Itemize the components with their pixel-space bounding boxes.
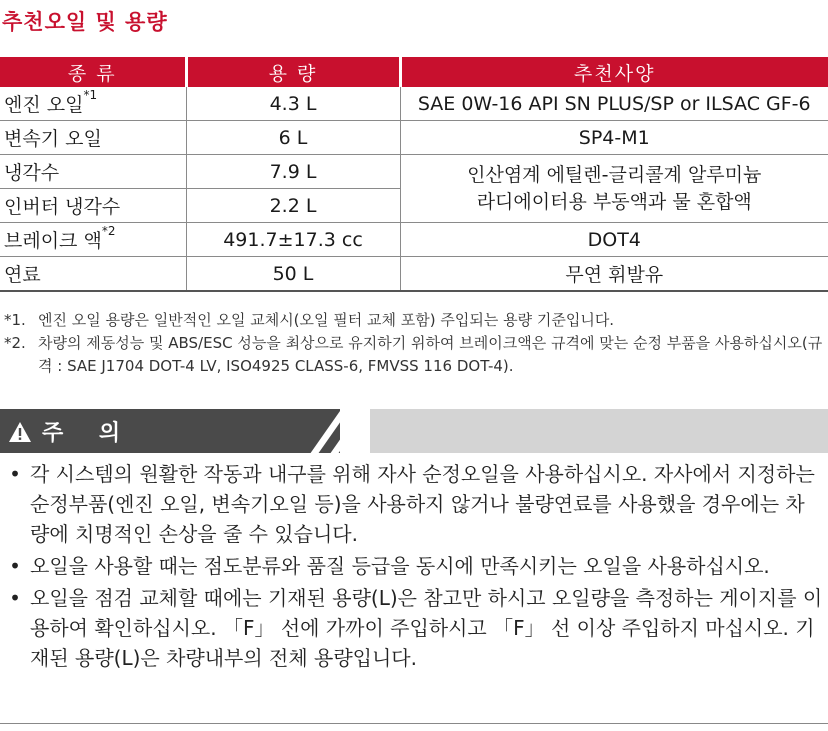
- row-capacity: 6 L: [186, 121, 400, 155]
- list-item: [0, 551, 828, 581]
- footnote-mark: *2: [101, 224, 116, 238]
- header-capacity: 용 량: [186, 57, 400, 87]
- row-name-cell: [0, 257, 186, 292]
- row-name: 냉각수: [4, 162, 60, 184]
- row-name-cell: [0, 87, 186, 121]
- row-name-cell: [0, 189, 186, 223]
- caution-text: 각 시스템의 원활한 작동과 내구를 위해 자사 순정오일을 사용하십시오. 자사에서 지정하는 순정부품(엔진 오일, 변속기오일 등)을 사용하지 않거나 불량연료를 사용했을 경우에는 차량에 치명적인 손상을 줄 수 있습니다.: [30, 462, 815, 546]
- table-row: [0, 155, 828, 189]
- row-capacity: 491.7±17.3 cc: [186, 223, 400, 257]
- footnote-mark: *1.: [4, 311, 26, 329]
- caution-list: [0, 459, 828, 675]
- list-item: [0, 583, 828, 673]
- row-spec: 무연 휘발유: [400, 257, 828, 292]
- bullet-dot: •: [9, 462, 21, 486]
- row-name-cell: [0, 155, 186, 189]
- coolant-spec-line: 라디에이터용 부동액과 물 혼합액: [476, 190, 752, 213]
- coolant-spec-cell: [400, 155, 828, 223]
- table-row: [0, 257, 828, 292]
- page-title: 추천오일 및 용량: [2, 10, 168, 34]
- row-spec: SP4-M1: [400, 121, 828, 155]
- row-capacity: 2.2 L: [186, 189, 400, 223]
- footnotes: [4, 309, 826, 378]
- warning-triangle-icon: [8, 421, 32, 443]
- divider: [0, 723, 828, 724]
- row-name-cell: [0, 223, 186, 257]
- row-spec: SAE 0W-16 API SN PLUS/SP or ILSAC GF-6: [400, 87, 828, 121]
- row-name-cell: [0, 121, 186, 155]
- row-spec: DOT4: [400, 223, 828, 257]
- row-name: 브레이크 액: [4, 230, 102, 252]
- caution-text: 오일을 점검 교체할 때에는 기재된 용량(L)은 참고만 하시고 오일량을 측정하는 게이지를 이용하여 확인하십시오. 「F」 선에 가까이 주입하시고 「F」 선 이상 주입하지 마십시오. 기재된 용량(L)은 차량내부의 전체 용량입니다.: [30, 586, 823, 670]
- footnote-mark: *2.: [4, 334, 26, 352]
- footnote-mark: *1: [83, 88, 98, 102]
- header-spec: 추천사양: [400, 57, 828, 87]
- list-item: [0, 459, 828, 549]
- table-row: [0, 121, 828, 155]
- caution-bar-light: [370, 409, 828, 453]
- caution-text: 오일을 사용할 때는 점도분류와 품질 등급을 동시에 만족시키는 오일을 사용하십시오.: [30, 554, 770, 578]
- caution-label-group: [8, 416, 134, 447]
- coolant-spec-line: 인산염계 에틸렌-글리콜계 알루미늄: [467, 163, 762, 186]
- oil-spec-table: [0, 57, 828, 292]
- footnote: [4, 332, 826, 378]
- row-capacity: 7.9 L: [186, 155, 400, 189]
- table-row: [0, 223, 828, 257]
- table-header-row: [0, 57, 828, 87]
- footnote-text: 엔진 오일 용량은 일반적인 오일 교체시(오일 필터 교체 포함) 주입되는 용량 기준입니다.: [38, 311, 615, 329]
- header-type: 종 류: [0, 57, 186, 87]
- row-name: 인버터 냉각수: [4, 196, 121, 218]
- row-name: 변속기 오일: [4, 128, 102, 150]
- table-row: [0, 87, 828, 121]
- footnote: [4, 309, 826, 332]
- row-name: 연료: [4, 264, 41, 286]
- row-capacity: 4.3 L: [186, 87, 400, 121]
- caution-header: [0, 409, 828, 453]
- row-capacity: 50 L: [186, 257, 400, 292]
- row-name: 엔진 오일: [4, 94, 84, 116]
- caution-label: 주 의: [42, 421, 135, 446]
- footnote-text: 차량의 제동성능 및 ABS/ESC 성능을 최상으로 유지하기 위하여 브레이크액은 규격에 맞는 순정 부품을 사용하십시오(규격 : SAE J1704 DOT-4 LV, ISO4925 CLASS-6, FMVSS 116 DOT-4).: [38, 334, 823, 375]
- bullet-dot: •: [9, 554, 21, 578]
- bullet-dot: •: [9, 586, 21, 610]
